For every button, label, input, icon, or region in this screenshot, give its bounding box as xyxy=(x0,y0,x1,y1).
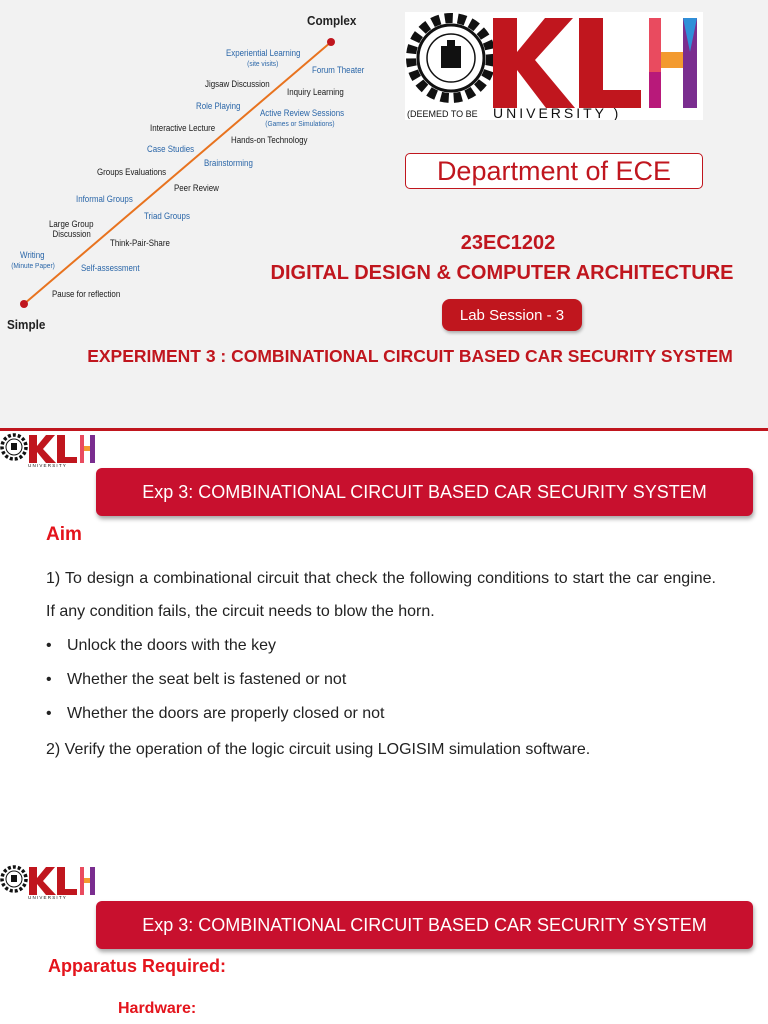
spectrum-item: Jigsaw Discussion xyxy=(205,79,270,89)
spectrum-item: Think-Pair-Share xyxy=(110,238,170,248)
spectrum-item: Peer Review xyxy=(174,183,219,193)
experiment-banner xyxy=(96,901,753,949)
experiment-banner xyxy=(96,468,753,516)
spectrum-item: Brainstorming xyxy=(204,158,253,168)
experiment-banner-text: Exp 3: COMBINATIONAL CIRCUIT BASED CAR SECURITY SYSTEM xyxy=(142,914,707,935)
spectrum-item: Triad Groups xyxy=(144,211,190,221)
klh-university-logo xyxy=(405,12,703,120)
svg-text:UNIVERSITY: UNIVERSITY xyxy=(28,895,68,900)
spectrum-item: Inquiry Learning xyxy=(287,87,344,97)
course-title: DIGITAL DESIGN & COMPUTER ARCHITECTURE xyxy=(270,262,734,284)
spectrum-item: Informal Groups xyxy=(76,194,133,204)
slide-divider xyxy=(0,428,768,431)
department-box xyxy=(405,153,703,189)
aim-paragraph-1: 1) To design a combinational circuit that check the following conditions to start the car engine. If any condition fails, the circuit needs to blow the horn. xyxy=(46,570,716,620)
spectrum-item: Groups Evaluations xyxy=(97,167,167,177)
spectrum-item: Active Review Sessions (Games or Simulations) xyxy=(260,108,345,128)
list-item: • Whether the seat belt is fastened or not xyxy=(46,671,347,688)
spectrum-item: Pause for reflection xyxy=(52,289,121,299)
lab-session-label: Lab Session - 3 xyxy=(459,306,565,324)
svg-text:(DEEMED TO BE: (DEEMED TO BE xyxy=(407,109,478,119)
course-code: 23EC1202 xyxy=(460,232,556,254)
spectrum-item: Large Group Discussion xyxy=(49,219,94,239)
experiment-title: EXPERIMENT 3 : COMBINATIONAL CIRCUIT BASED CAR SECURITY SYSTEM xyxy=(87,346,733,366)
aim-paragraph-2: 2) Verify the operation of the logic circuit using LOGISIM simulation software. xyxy=(46,741,591,758)
svg-text:UNIVERSITY ): UNIVERSITY ) xyxy=(493,105,622,120)
apparatus-heading: Apparatus Required: xyxy=(48,956,227,976)
aim-heading: Aim xyxy=(46,524,82,545)
spectrum-item: Experiential Learning (site visits) xyxy=(226,48,301,68)
experiment-banner-text: Exp 3: COMBINATIONAL CIRCUIT BASED CAR SECURITY SYSTEM xyxy=(142,481,707,502)
spectrum-bottom-label: Simple xyxy=(7,317,46,332)
klh-logo xyxy=(0,864,98,900)
hardware-heading: Hardware: xyxy=(118,1000,197,1017)
spectrum-top-label: Complex xyxy=(307,13,357,28)
spectrum-item: Hands-on Technology xyxy=(231,135,308,145)
spectrum-item: Self-assessment xyxy=(81,263,140,273)
spectrum-item: Writing (Minute Paper) xyxy=(11,250,55,270)
university-seal-icon xyxy=(411,18,491,98)
spectrum-item: Case Studies xyxy=(147,144,195,154)
department-label: Department of ECE xyxy=(436,155,672,186)
spectrum-item: Role Playing xyxy=(196,101,241,111)
learning-activity-spectrum xyxy=(0,0,380,340)
klh-logo xyxy=(0,432,98,468)
list-item: • Unlock the doors with the key xyxy=(46,637,276,654)
lab-session-badge xyxy=(442,299,582,331)
spectrum-item: Interactive Lecture xyxy=(150,123,216,133)
spectrum-item: Forum Theater xyxy=(312,65,365,75)
svg-text:UNIVERSITY: UNIVERSITY xyxy=(28,463,68,468)
klh-small-logo xyxy=(0,864,98,900)
title-slide xyxy=(0,0,768,428)
klh-logo xyxy=(405,12,703,120)
klh-small-logo xyxy=(0,432,98,468)
list-item: • Whether the doors are properly closed or not xyxy=(46,705,385,722)
